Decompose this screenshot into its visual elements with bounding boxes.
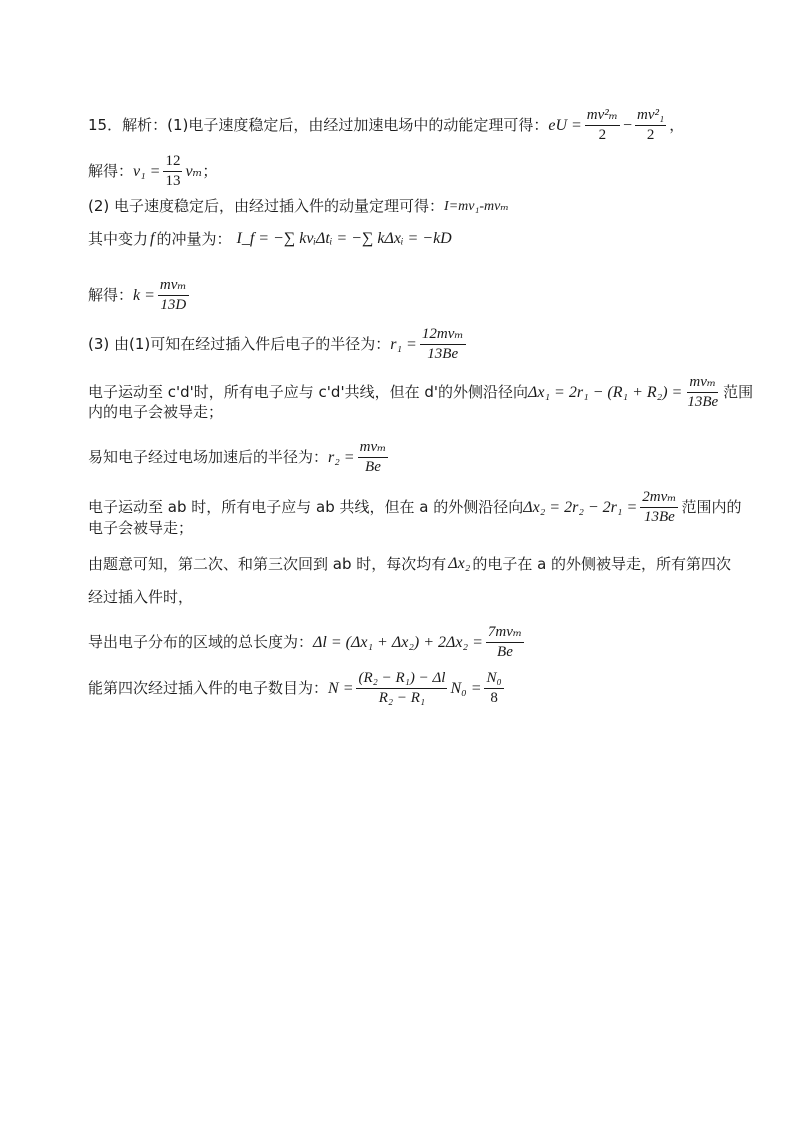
solution-line-7: 电子运动至 c'd'时，所有电子应与 c'd'共线，但在 d'的外侧沿径向 Δx₁ = 2r₁ − (R₁ + R₂) = $\frac{\text{mvₘ}}{13Be}$ 范围	[88, 374, 754, 410]
fraction-kinetic-final: $\frac{\text{mv²ₘ}}{2}$	[586, 107, 618, 143]
formula-r2: r₂ =	[328, 448, 355, 466]
formula-r1: r₁ =	[390, 335, 417, 353]
solution-line-1: 15．解析：(1)电子速度稳定后，由经过加速电场中的动能定理可得： eU = $\frac{\text{mv²ₘ}}{2}$ − $\frac{\text{mv²₁}}{2}$ ，	[88, 107, 685, 143]
formula-N: N =	[328, 679, 354, 697]
formula-eU: eU =	[548, 116, 582, 134]
solution-line-10: 电子运动至 ab 时，所有电子应与 ab 共线，但在 a 的外侧沿径向 Δx₂ = 2r₂ − 2r₁ = $\frac{\text{2mvₘ}}{13Be}$ 范围内的	[88, 489, 742, 525]
formula-impulse: I=mv₁-mvₘ	[444, 198, 509, 214]
solution-line-11: 电子会被导走；	[88, 519, 194, 537]
fraction-N: $\frac{\text{(R₂ − R₁) − Δl}}{\text{R₂ − R₁}}$	[358, 670, 446, 706]
solution-line-9: 易知电子经过电场加速后的半径为： r₂ = $\frac{\text{mvₘ}}{Be}$	[88, 439, 387, 475]
solution-heading-text: 15．解析：(1)电子速度稳定后，由经过加速电场中的动能定理可得：	[88, 116, 549, 134]
solution-line-14: 导出电子分布的区域的总长度为： Δl = (Δx₁ + Δx₂) + 2Δx₂ = $\frac{\text{7mvₘ}}{Be}$	[88, 624, 523, 660]
fraction-dx1: $\frac{\text{mvₘ}}{13Be}$	[687, 374, 719, 410]
formula-k: k =	[133, 286, 155, 304]
solution-line-13: 经过插入件时，	[88, 588, 194, 606]
symbol-f: f	[150, 230, 155, 247]
solution-line-12: 由题意可知，第二次、和第三次回到 ab 时，每次均有 Δx₂ 的电子在 a 的外侧被导走，所有第四次	[88, 554, 732, 573]
solution-line-6: (3) 由(1)可知在经过插入件后电子的半径为： r₁ = $\frac{\text{12mvₘ}}{13Be}$	[88, 326, 464, 362]
formula-v1: v₁ =	[133, 162, 161, 180]
solution-line-4: 其中变力 f 的冲量为： I_f = −∑ kvᵢΔtᵢ = −∑ kΔxᵢ = −kD	[88, 229, 452, 248]
fraction-r2: $\frac{\text{mvₘ}}{Be}$	[359, 439, 387, 475]
fraction-dx2: $\frac{\text{2mvₘ}}{13Be}$	[642, 489, 677, 525]
solution-line-2: 解得： v₁ = $\frac{12}{13}$ vₘ ；	[88, 153, 218, 189]
fraction-k: $\frac{\text{mvₘ}}{13D}$	[159, 277, 187, 313]
solution-line-15: 能第四次经过插入件的电子数目为： N = $\frac{\text{(R₂ − R₁) − Δl}}{\text{R₂ − R₁}}$ N₀ = $\frac{\text{N₀}}{8}$	[88, 670, 502, 706]
formula-impulse-sum: I_f = −∑ kvᵢΔtᵢ = −∑ kΔxᵢ = −kD	[236, 230, 452, 247]
solution-line-5: 解得： k = $\frac{\text{mvₘ}}{13D}$	[88, 277, 187, 313]
fraction-dl: $\frac{\text{7mvₘ}}{Be}$	[487, 624, 523, 660]
fraction-kinetic-initial: $\frac{\text{mv²₁}}{2}$	[637, 107, 665, 143]
fraction-12-13: $\frac{12}{13}$	[165, 153, 181, 189]
fraction-N0-8: $\frac{\text{N₀}}{8}$	[486, 670, 502, 706]
formula-dl: Δl = (Δx₁ + Δx₂) + 2Δx₂ =	[313, 633, 483, 651]
symbol-dx2: Δx₂	[448, 555, 471, 572]
fraction-r1: $\frac{\text{12mvₘ}}{13Be}$	[421, 326, 464, 362]
formula-dx1: Δx₁ = 2r₁ − (R₁ + R₂) =	[527, 383, 683, 401]
solution-line-8: 内的电子会被导走；	[88, 403, 224, 421]
solution-line-3: (2) 电子速度稳定后，由经过插入件的动量定理可得： I=mv₁-mvₘ	[88, 197, 509, 215]
formula-dx2: Δx₂ = 2r₂ − 2r₁ =	[523, 498, 638, 516]
